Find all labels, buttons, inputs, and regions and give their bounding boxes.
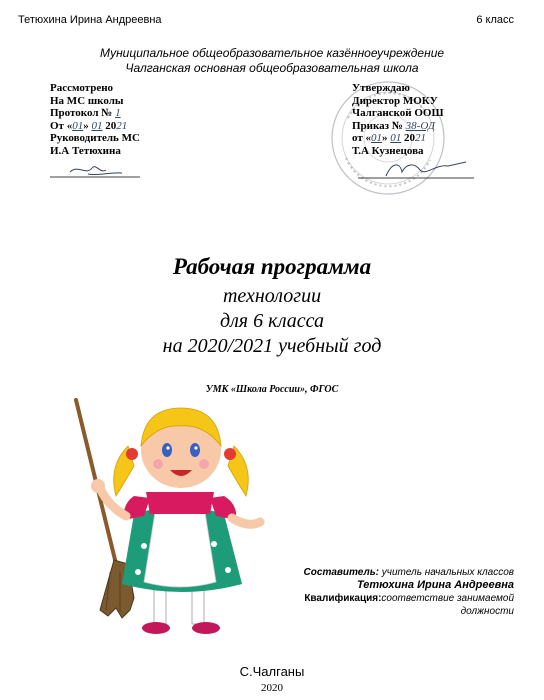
header-author: Тетюхина Ирина Андреевна [18, 14, 162, 26]
composer-role: учитель начальных классов [378, 567, 514, 578]
composer-name: Тетюхина Ирина Андреевна [356, 579, 514, 591]
protocol-number: 1 [115, 107, 121, 120]
document-title: Рабочая программа [172, 254, 372, 279]
footer-city: С.Чалганы [239, 664, 305, 679]
qualification-value: соответствие занимаемой должности [381, 593, 514, 617]
approved-label: Утверждаю [352, 82, 410, 94]
qualification-line [284, 592, 514, 618]
school-line-2: Чалганская основная общеобразовательная школа [125, 61, 419, 75]
composer-role-line [284, 566, 514, 579]
approved-director-name: Т.А Кузнецова [352, 144, 424, 157]
reviewed-label: Рассмотрено [50, 82, 114, 94]
approved-year-prefix: 20 [404, 132, 416, 145]
approved-order: Приказ № 38-ОД [352, 119, 436, 132]
reviewed-day: 01 [72, 119, 84, 132]
title-subject: технологии [222, 285, 322, 307]
reviewer-signature [48, 160, 143, 184]
reviewed-head-title: Руководитель МС [50, 132, 140, 145]
footer-year: 2020 [261, 682, 283, 694]
umk-line: УМК «Школа России», ФГОС [205, 384, 339, 395]
approved-date: от «01» 01 2021 [352, 132, 427, 145]
title-year: на 2020/2021 учебный год [162, 335, 382, 357]
qualification-label: Квалификация: [304, 593, 382, 604]
approved-month: 01 [390, 132, 402, 145]
reviewed-month: 01 [91, 119, 103, 132]
reviewed-year-suffix: 21 [116, 119, 128, 132]
composer-label: Составитель: [303, 567, 379, 578]
order-number: 38-ОД [405, 119, 436, 132]
reviewed-council: На МС школы [50, 94, 124, 107]
reviewed-date: От «01» 01 2021 [50, 119, 128, 132]
director-signature [356, 156, 476, 184]
school-name [0, 46, 544, 76]
school-line-1: Муниципальное общеобразовательное казённоеучреждение [99, 46, 445, 60]
composer-block [284, 566, 514, 618]
reviewed-year-prefix: 20 [105, 119, 117, 132]
title-grade: для 6 класса [219, 310, 325, 332]
approved-director: Директор МОКУ [352, 94, 438, 107]
reviewed-head-name: И.А Тетюхина [50, 144, 121, 157]
approved-school: Чалганской ООШ [352, 107, 444, 120]
approval-approved-block [352, 82, 492, 158]
approved-day: 01 [371, 132, 383, 145]
approval-reviewed-block [50, 82, 170, 158]
girl-with-broom-illustration [64, 396, 274, 646]
approved-year-suffix: 21 [415, 132, 427, 145]
reviewed-protocol: Протокол № 1 [50, 107, 121, 120]
title-details [0, 284, 544, 359]
header-grade: 6 класс [476, 14, 514, 26]
